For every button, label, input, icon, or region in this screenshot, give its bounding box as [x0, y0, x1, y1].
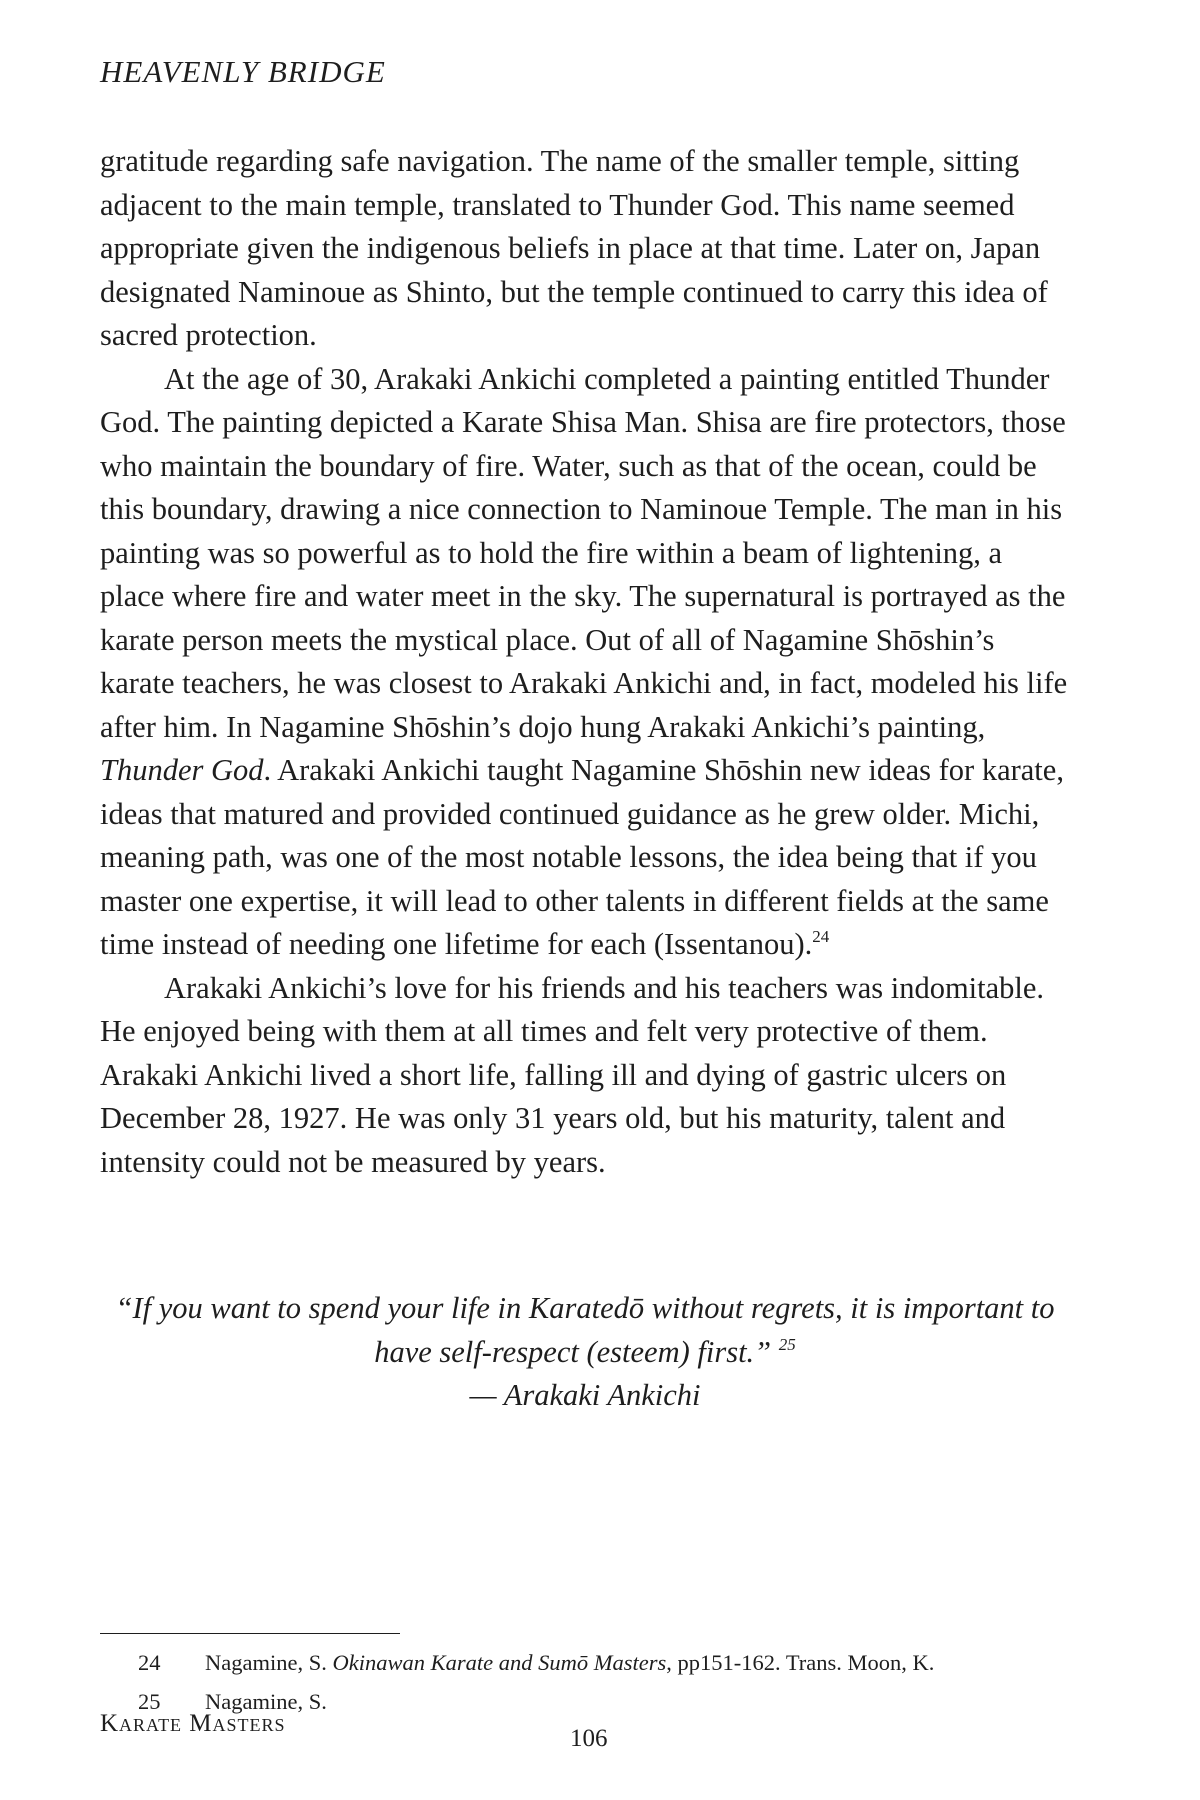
- painting-title: Thunder God: [100, 753, 264, 787]
- footnote-book-title: Okinawan Karate and Sumō Masters: [332, 1650, 667, 1675]
- quote-attribution: — Arakaki Ankichi: [469, 1378, 701, 1412]
- epigraph-quote: [100, 1287, 1070, 1418]
- footnote-number: 24: [138, 1650, 161, 1675]
- body-text: [100, 140, 1070, 1184]
- running-head: HEAVENLY BRIDGE: [100, 54, 386, 89]
- paragraph-text: . Arakaki Ankichi taught Nagamine Shōshin new ideas for karate, ideas that matured and provided continued guidance as he grew older. Michi, meaning path, was one of the most notable lessons, the idea being that if you master one expertise, it will lead to other talents in different fields at the same time instead of needing one lifetime for each (Issentanou).: [100, 753, 1064, 961]
- quote-text: “If you want to spend your life in Karatedō without regrets, it is important to have self-respect (esteem) first.”: [115, 1291, 1055, 1369]
- paragraph: [100, 967, 1070, 1185]
- running-foot: Karate Masters: [100, 1710, 286, 1737]
- footnote-number: 25: [138, 1689, 161, 1714]
- footnote-reference[interactable]: 24: [812, 927, 830, 946]
- paragraph-text: gratitude regarding safe navigation. The name of the smaller temple, sitting adjacent to the main temple, translated to Thunder God. This name seemed appropriate given the indigenous beliefs in place at that time. Later on, Japan designated Naminoue as Shinto, but the temple continued to carry this idea of sacred protection.: [100, 144, 1048, 352]
- footnote-details: , pp151-162. Trans. Moon, K.: [666, 1650, 935, 1675]
- paragraph-text: At the age of 30, Arakaki Ankichi completed a painting entitled Thunder God. The painting depicted a Karate Shisa Man. Shisa are fire protectors, those who maintain the boundary of fire. Water, such as that of the ocean, could be this boundary, drawing a nice connection to Naminoue Temple. The man in his painting was so powerful as to hold the fire within a beam of lightening, a place where fire and water meet in the sky. The supernatural is portrayed as the karate person meets the mystical place. Out of all of Nagamine Shōshin’s karate teachers, he was closest to Arakaki Ankichi and, in fact, modeled his life after him. In Nagamine Shōshin’s dojo hung Arakaki Ankichi’s painting,: [100, 361, 1068, 744]
- page-number: 106: [570, 1725, 608, 1752]
- footnote-text: [205, 1645, 934, 1681]
- paragraph-text: Arakaki Ankichi’s love for his friends and his teachers was indomitable. He enjoyed being with them at all times and felt very protective of them. Arakaki Ankichi lived a short life, falling ill and dying of gastric ulcers on December 28, 1927. He was only 31 years old, but his maturity, talent and intensity could not be measured by years.: [100, 970, 1045, 1179]
- quote-text-block: [100, 1287, 1070, 1374]
- paragraph: [100, 358, 1070, 967]
- footnote-author: Nagamine, S.: [205, 1650, 333, 1675]
- paragraph: [100, 140, 1070, 358]
- footnote: [100, 1645, 1070, 1684]
- footnote-reference[interactable]: 25: [778, 1334, 796, 1354]
- footnote-divider: [100, 1633, 400, 1634]
- footnote-author: Nagamine, S.: [205, 1689, 327, 1714]
